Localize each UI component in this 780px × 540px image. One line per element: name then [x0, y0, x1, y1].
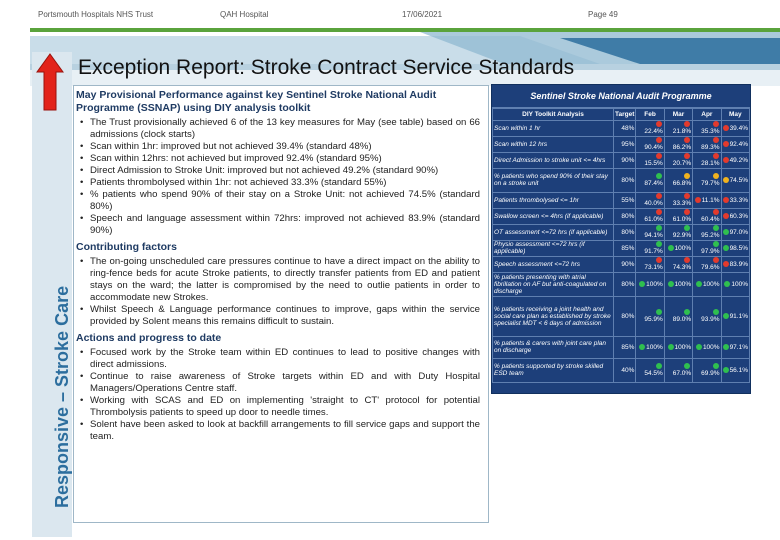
- value-text: 91.1%: [729, 312, 748, 320]
- rag-status-icon: [656, 257, 662, 263]
- rag-status-icon: [656, 225, 662, 231]
- rag-status-icon: [656, 309, 662, 315]
- value-text: 100%: [674, 343, 692, 351]
- value-cell: [664, 256, 692, 272]
- value-text: 92.4%: [729, 140, 748, 148]
- value-text: 39.4%: [729, 124, 748, 132]
- rag-status-icon: [684, 225, 690, 231]
- value-text: 79.6%: [701, 264, 720, 271]
- value-text: 97.0%: [729, 228, 748, 236]
- value-cell: [721, 152, 749, 168]
- value-cell: [693, 208, 721, 224]
- value-cell: [664, 208, 692, 224]
- rag-status-icon: [656, 193, 662, 199]
- table-row: [493, 256, 750, 272]
- value-text: 66.8%: [672, 180, 692, 187]
- rag-status-icon: [684, 193, 690, 199]
- rag-status-icon: [723, 177, 729, 183]
- rag-status-icon: [713, 309, 719, 315]
- rag-status-icon: [713, 121, 719, 127]
- rag-status-icon: [668, 245, 674, 251]
- list-item: • Focused work by the Stroke team within ED continues to lead to positive changes with direct admissions.: [90, 347, 480, 371]
- rag-status-icon: [656, 153, 662, 159]
- value-cell: [664, 152, 692, 168]
- target-cell: 85%: [614, 336, 636, 358]
- column-header: Apr: [693, 109, 721, 121]
- value-cell: [636, 208, 664, 224]
- value-cell: [664, 136, 692, 152]
- value-text: 97.1%: [729, 343, 748, 351]
- value-cell: [721, 240, 749, 256]
- value-cell: [636, 358, 664, 382]
- table-row: [493, 272, 750, 296]
- value-cell: [636, 168, 664, 192]
- value-text: 22.4%: [644, 128, 663, 135]
- value-cell: [693, 256, 721, 272]
- value-cell: [693, 224, 721, 240]
- target-cell: 80%: [614, 168, 636, 192]
- rag-status-icon: [723, 157, 729, 163]
- rag-status-icon: [656, 121, 662, 127]
- ssnap-table: [491, 84, 751, 394]
- rag-status-icon: [684, 137, 690, 143]
- list-item: • Patients thrombolysed within 1hr: not achieved 33.3% (standard 55%): [90, 177, 480, 189]
- value-cell: [636, 256, 664, 272]
- value-cell: [693, 272, 721, 296]
- list-item: • Scan within 1hr: improved but not achieved 39.4% (standard 48%): [90, 141, 480, 153]
- rag-status-icon: [723, 245, 729, 251]
- column-header: Mar: [664, 109, 692, 121]
- value-text: 89.3%: [701, 144, 720, 151]
- value-text: 28.1%: [701, 160, 720, 167]
- value-cell: [721, 358, 749, 382]
- value-text: 33.3%: [672, 200, 692, 207]
- table-row: [493, 192, 750, 208]
- list-item: • % patients who spend 90% of their stay on a Stroke Unit: not achieved 74.5% (standard 80%): [90, 189, 480, 213]
- value-cell: [721, 192, 749, 208]
- value-text: 100%: [702, 343, 720, 351]
- value-cell: [693, 358, 721, 382]
- rag-status-icon: [684, 309, 690, 315]
- value-text: 60.3%: [729, 212, 748, 220]
- value-text: 87.4%: [644, 180, 663, 187]
- actions-list: [74, 347, 488, 443]
- value-cell: [721, 272, 749, 296]
- value-cell: [636, 240, 664, 256]
- target-cell: 55%: [614, 192, 636, 208]
- page-title: Exception Report: Stroke Contract Service Standards: [78, 56, 575, 79]
- rag-status-icon: [713, 241, 719, 247]
- value-cell: [636, 192, 664, 208]
- actions-heading: Actions and progress to date: [76, 332, 222, 345]
- list-item: • Scan within 12hrs: not achieved but improved 92.4% (standard 95%): [90, 153, 480, 165]
- column-header: DIY Toolkit Analysis: [493, 109, 614, 121]
- value-text: 61.0%: [672, 216, 692, 223]
- value-cell: [636, 136, 664, 152]
- rag-status-icon: [684, 209, 690, 215]
- table-row: [493, 296, 750, 336]
- value-text: 73.1%: [644, 264, 663, 271]
- value-text: 83.9%: [729, 260, 748, 268]
- list-item: • Whilst Speech & Language performance continues to improve, gaps within the service provided by Solent means this remains difficult to sustain.: [90, 304, 480, 328]
- value-cell: [664, 240, 692, 256]
- target-cell: 40%: [614, 358, 636, 382]
- target-cell: 85%: [614, 240, 636, 256]
- rag-status-icon: [723, 344, 729, 350]
- target-cell: 80%: [614, 224, 636, 240]
- value-text: 40.0%: [644, 200, 663, 207]
- list-item: • Direct Admission to Stroke Unit: improved but not achieved 49.2% (standard 90%): [90, 165, 480, 177]
- value-text: 100%: [646, 343, 663, 351]
- value-cell: [721, 256, 749, 272]
- value-text: 92.9%: [672, 232, 692, 239]
- rag-status-icon: [713, 153, 719, 159]
- intro-heading: May Provisional Performance against key Sentinel Stroke National Audit Programme (SSNAP) using DIY analysis toolkit: [76, 89, 437, 115]
- list-item: • Working with SCAS and ED on implementing 'straight to CT' protocol for potential Thrombolysis patients to speed up door to needle times.: [90, 395, 480, 419]
- content-panel: [73, 85, 489, 523]
- measure-cell: Direct Admission to stroke unit <= 4hrs: [493, 152, 614, 168]
- rag-status-icon: [639, 281, 645, 287]
- measure-cell: Scan within 12 hrs: [493, 136, 614, 152]
- table-row: [493, 208, 750, 224]
- measure-cell: Patients thrombolysed <= 1hr: [493, 192, 614, 208]
- target-cell: 80%: [614, 208, 636, 224]
- table-row: [493, 168, 750, 192]
- table-header-row: [493, 109, 750, 121]
- rag-status-icon: [684, 363, 690, 369]
- value-cell: [636, 224, 664, 240]
- rag-status-icon: [713, 209, 719, 215]
- value-text: 100%: [674, 244, 692, 252]
- value-text: 79.7%: [701, 180, 720, 187]
- list-item: • Continue to raise awareness of Stroke targets within ED and with Duty Hospital Managers/Operations Centre staff.: [90, 371, 480, 395]
- value-text: 54.5%: [644, 370, 663, 377]
- target-cell: 80%: [614, 272, 636, 296]
- column-header: Target: [614, 109, 636, 121]
- value-text: 60.4%: [701, 216, 720, 223]
- value-cell: [664, 168, 692, 192]
- value-text: 100%: [646, 280, 663, 288]
- contributing-list: [74, 256, 488, 328]
- target-cell: 80%: [614, 296, 636, 336]
- table-row: [493, 358, 750, 382]
- rag-status-icon: [713, 225, 719, 231]
- table-title: Sentinel Stroke National Audit Programme: [492, 85, 750, 108]
- value-cell: [693, 168, 721, 192]
- value-cell: [636, 152, 664, 168]
- target-cell: 90%: [614, 152, 636, 168]
- hospital-name: QAH Hospital: [220, 10, 269, 19]
- rag-status-icon: [696, 344, 702, 350]
- measure-cell: Physio assessment <=72 hrs (if applicable): [493, 240, 614, 256]
- value-text: 98.5%: [729, 244, 748, 252]
- value-text: 35.3%: [701, 128, 720, 135]
- value-cell: [664, 358, 692, 382]
- value-cell: [721, 136, 749, 152]
- measure-cell: % patients supported by stroke skilled ESD team: [493, 358, 614, 382]
- measure-cell: % patients who spend 90% of their stay on a stroke unit: [493, 168, 614, 192]
- value-text: 95.2%: [701, 232, 720, 239]
- value-cell: [721, 168, 749, 192]
- value-text: 97.9%: [701, 248, 720, 255]
- target-cell: 95%: [614, 136, 636, 152]
- value-cell: [721, 208, 749, 224]
- rag-status-icon: [723, 261, 729, 267]
- rag-status-icon: [723, 197, 729, 203]
- value-text: 21.8%: [672, 128, 692, 135]
- value-text: 94.1%: [644, 232, 663, 239]
- value-text: 49.2%: [729, 156, 748, 164]
- table-row: [493, 136, 750, 152]
- value-cell: [693, 136, 721, 152]
- value-cell: [664, 224, 692, 240]
- value-cell: [693, 336, 721, 358]
- rag-status-icon: [713, 137, 719, 143]
- value-cell: [693, 152, 721, 168]
- rag-status-icon: [656, 173, 662, 179]
- rag-status-icon: [723, 141, 729, 147]
- rag-status-icon: [656, 241, 662, 247]
- value-text: 61.0%: [644, 216, 663, 223]
- section-side-label: Responsive – Stroke Care: [52, 285, 72, 508]
- rag-status-icon: [684, 121, 690, 127]
- value-text: 69.9%: [701, 370, 720, 377]
- value-text: 11.1%: [701, 196, 720, 204]
- table-row: [493, 120, 750, 136]
- value-cell: [636, 336, 664, 358]
- table-row: [493, 224, 750, 240]
- value-cell: [664, 296, 692, 336]
- table-row: [493, 336, 750, 358]
- value-text: 100%: [702, 280, 720, 288]
- list-item: • Solent have been asked to look at backfill arrangements to fill service gaps and support the team.: [90, 419, 480, 443]
- value-cell: [664, 272, 692, 296]
- value-text: 15.5%: [644, 160, 663, 167]
- rag-status-icon: [713, 363, 719, 369]
- rag-status-icon: [713, 173, 719, 179]
- contributing-heading: Contributing factors: [76, 241, 177, 254]
- value-text: 74.3%: [672, 264, 692, 271]
- column-header: May: [721, 109, 749, 121]
- value-text: 95.9%: [644, 316, 663, 323]
- value-text: 90.4%: [644, 144, 663, 151]
- value-cell: [721, 224, 749, 240]
- rag-status-icon: [684, 153, 690, 159]
- rag-status-icon: [668, 281, 674, 287]
- rag-status-icon: [695, 197, 701, 203]
- intro-list: [74, 117, 488, 237]
- measure-cell: OT assessment <=72 hrs (if applicable): [493, 224, 614, 240]
- target-cell: 48%: [614, 120, 636, 136]
- rag-status-icon: [684, 257, 690, 263]
- value-text: 91.7%: [644, 248, 663, 255]
- value-cell: [693, 192, 721, 208]
- target-cell: 90%: [614, 256, 636, 272]
- value-cell: [693, 240, 721, 256]
- page-number: Page 49: [588, 10, 618, 19]
- value-text: 67.0%: [672, 370, 692, 377]
- value-text: 56.1%: [729, 366, 748, 374]
- up-arrow-icon: [36, 52, 64, 112]
- value-cell: [721, 336, 749, 358]
- table-row: [493, 152, 750, 168]
- value-text: 20.7%: [672, 160, 692, 167]
- column-header: Feb: [636, 109, 664, 121]
- rag-status-icon: [668, 344, 674, 350]
- rag-status-icon: [723, 125, 729, 131]
- value-cell: [664, 192, 692, 208]
- rag-status-icon: [656, 363, 662, 369]
- rag-status-icon: [723, 229, 729, 235]
- list-item: • The on-going unscheduled care pressures continue to have a direct impact on the ability to ring-fence beds for acute Stroke patients, to directly transfer patients from ED and patient stays on the ward; the latter is compromised by the need to outlie patients in order to accommodate new Strokes.: [90, 256, 480, 304]
- rag-status-icon: [723, 367, 729, 373]
- value-text: 33.3%: [729, 196, 748, 204]
- rag-status-icon: [656, 209, 662, 215]
- rag-status-icon: [696, 281, 702, 287]
- value-cell: [636, 272, 664, 296]
- measure-cell: Swallow screen <= 4hrs (if applicable): [493, 208, 614, 224]
- measure-cell: % patients & carers with joint care plan on discharge: [493, 336, 614, 358]
- rag-status-icon: [656, 137, 662, 143]
- list-item: • Speech and language assessment within 72hrs: improved not achieved 83.9% (standard 90%): [90, 213, 480, 237]
- list-item: • The Trust provisionally achieved 6 of the 13 key measures for May (see table) based on 66 admissions (clock starts): [90, 117, 480, 141]
- measure-cell: Speech assessment <=72 hrs: [493, 256, 614, 272]
- rag-status-icon: [684, 173, 690, 179]
- value-cell: [693, 296, 721, 336]
- value-cell: [693, 120, 721, 136]
- value-cell: [721, 120, 749, 136]
- rag-status-icon: [713, 257, 719, 263]
- measure-cell: % patients presenting with atrial fibrillation on AF but anti-coagulated on discharge: [493, 272, 614, 296]
- value-cell: [636, 296, 664, 336]
- value-text: 86.2%: [672, 144, 692, 151]
- rag-status-icon: [639, 344, 645, 350]
- value-text: 89.0%: [672, 316, 692, 323]
- trust-name: Portsmouth Hospitals NHS Trust: [38, 10, 154, 19]
- value-text: 93.9%: [701, 316, 720, 323]
- measure-cell: Scan within 1 hr: [493, 120, 614, 136]
- report-date: 17/06/2021: [402, 10, 443, 19]
- rag-status-icon: [723, 313, 729, 319]
- value-text: 74.5%: [729, 176, 748, 184]
- value-text: 100%: [674, 280, 692, 288]
- value-cell: [664, 120, 692, 136]
- rag-status-icon: [724, 281, 730, 287]
- table-row: [493, 240, 750, 256]
- rag-status-icon: [723, 213, 729, 219]
- value-cell: [636, 120, 664, 136]
- value-text: 100%: [731, 280, 748, 288]
- value-cell: [721, 296, 749, 336]
- value-cell: [664, 336, 692, 358]
- measure-cell: % patients receiving a joint health and social care plan as established by stroke specialist MDT < 6 days of admission: [493, 296, 614, 336]
